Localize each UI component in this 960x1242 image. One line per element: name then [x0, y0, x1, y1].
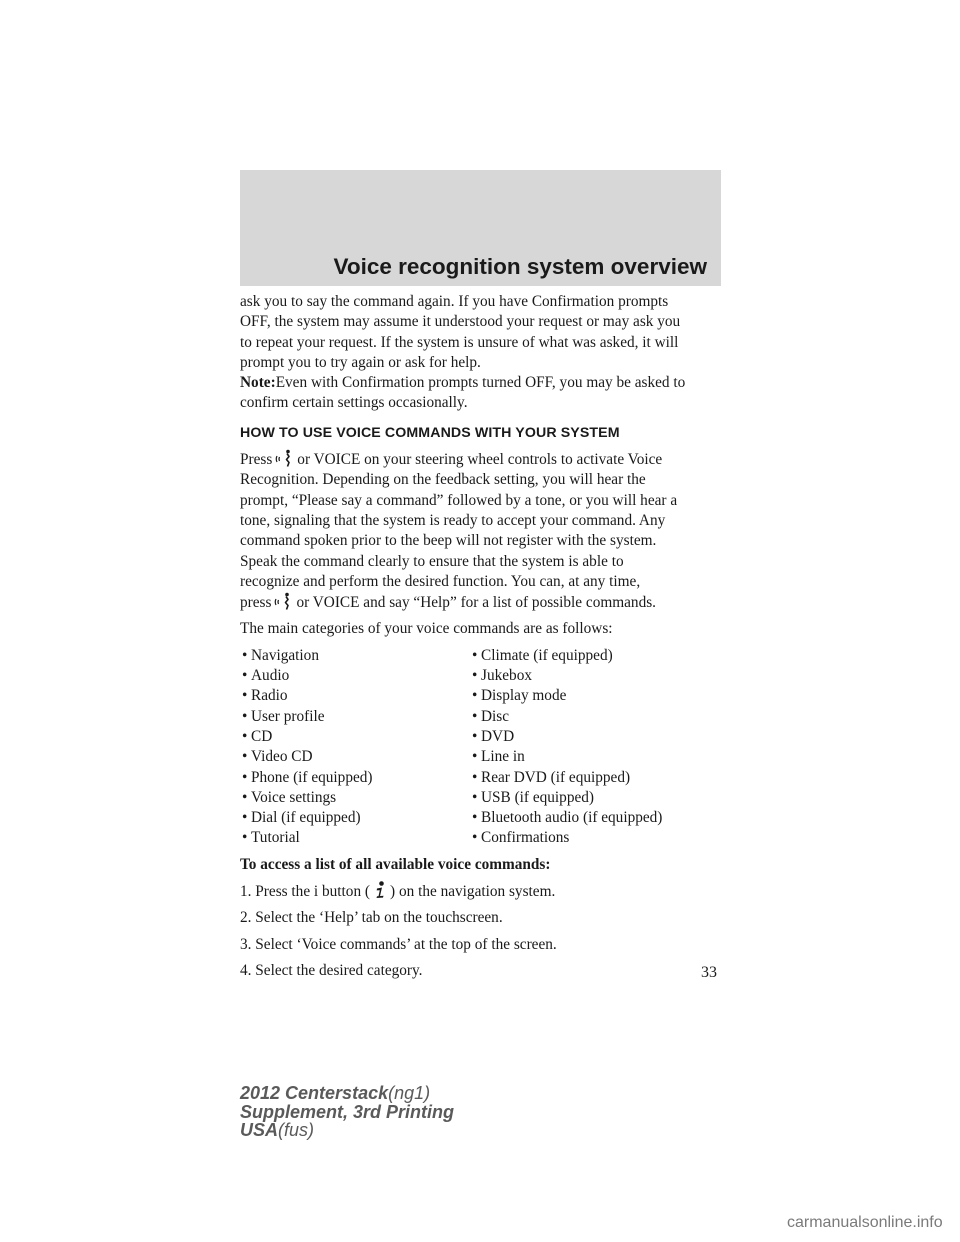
- text-line: [240, 592, 725, 613]
- note-line: [240, 373, 725, 393]
- bullet: •: [242, 667, 248, 685]
- page-content: [240, 292, 725, 987]
- step-text: ) on the navigation system.: [390, 883, 556, 901]
- text-fragment: or VOICE on your steering wheel controls to activate Voice: [297, 451, 663, 469]
- bullet: •: [472, 667, 478, 685]
- bullet: •: [242, 809, 248, 827]
- list-item: [472, 788, 727, 808]
- list-item-label: User profile: [251, 707, 325, 725]
- list-item-label: Line in: [481, 748, 525, 766]
- list-item: [472, 707, 727, 727]
- list-item: [242, 707, 472, 727]
- bullet: •: [242, 788, 248, 806]
- list-item-label: Radio: [251, 687, 288, 705]
- bullet: •: [242, 727, 248, 745]
- bullet: •: [472, 687, 478, 705]
- access-steps: [240, 881, 725, 981]
- list-item: [242, 788, 472, 808]
- voice-instructions: [240, 449, 725, 613]
- bullet: •: [242, 829, 248, 847]
- list-item: [242, 727, 472, 747]
- list-item-label: Disc: [481, 707, 510, 725]
- list-item-label: Navigation: [251, 646, 319, 664]
- intro-paragraph: [240, 292, 725, 414]
- step-item: [240, 881, 725, 902]
- text-line: prompt, “Please say a command” followed by a tone, or you will hear a: [240, 491, 678, 509]
- bullet: •: [472, 748, 478, 766]
- bullet: •: [242, 768, 248, 786]
- list-item: [472, 747, 727, 767]
- list-item: [242, 686, 472, 706]
- list-item-label: Video CD: [251, 748, 313, 766]
- bullet: •: [472, 646, 478, 664]
- voice-icon: [275, 449, 295, 467]
- list-item: [242, 808, 472, 828]
- text-line: prompt you to try again or ask for help.: [240, 353, 481, 371]
- list-item-label: CD: [251, 727, 273, 745]
- access-heading: To access a list of all available voice commands:: [240, 855, 551, 873]
- bullet: •: [242, 748, 248, 766]
- list-item-label: Jukebox: [481, 667, 532, 685]
- list-item-label: Phone (if equipped): [251, 768, 373, 786]
- list-item-label: Tutorial: [251, 829, 300, 847]
- list-item-label: DVD: [481, 727, 515, 745]
- bullet: •: [472, 707, 478, 725]
- section-heading: HOW TO USE VOICE COMMANDS WITH YOUR SYSTEM: [240, 424, 620, 441]
- footer-text: 2012 Centerstack: [240, 1083, 389, 1103]
- bullet: •: [472, 809, 478, 827]
- footer-code: (fus): [278, 1120, 315, 1140]
- press-label: press: [240, 594, 272, 612]
- footer-line: [240, 1121, 454, 1140]
- footer-line: Supplement, 3rd Printing: [240, 1101, 455, 1122]
- list-item: [242, 828, 472, 848]
- bullet: •: [242, 687, 248, 705]
- list-item-label: Rear DVD (if equipped): [481, 768, 631, 786]
- bullet: •: [472, 829, 478, 847]
- text-line: recognize and perform the desired function. You can, at any time,: [240, 572, 641, 590]
- list-item-label: Voice settings: [251, 788, 337, 806]
- text-line: [240, 449, 725, 470]
- bullet: •: [472, 788, 478, 806]
- step-item: 2. Select the ‘Help’ tab on the touchscreen.: [240, 909, 503, 927]
- bullet: •: [242, 707, 248, 725]
- press-label: Press: [240, 451, 273, 469]
- footer-line: [240, 1084, 454, 1103]
- text-line: confirm certain settings occasionally.: [240, 394, 468, 412]
- step-item: 3. Select ‘Voice commands’ at the top of the screen.: [240, 935, 557, 953]
- text-line: command spoken prior to the beep will not register with the system.: [240, 532, 657, 550]
- list-item: [242, 646, 472, 666]
- page-number: 33: [701, 964, 717, 981]
- list-item-label: Audio: [251, 667, 290, 685]
- categories-intro: The main categories of your voice commands are as follows:: [240, 620, 613, 638]
- watermark: carmanualsonline.info: [787, 1214, 943, 1231]
- list-item-label: Confirmations: [481, 829, 570, 847]
- list-item-label: USB (if equipped): [481, 788, 595, 806]
- bullet: •: [242, 646, 248, 664]
- info-icon: [372, 881, 388, 899]
- list-item: [472, 646, 727, 666]
- list-item: [472, 666, 727, 686]
- category-list: [242, 646, 725, 849]
- bullet: •: [472, 727, 478, 745]
- list-item: [472, 808, 727, 828]
- list-item: [472, 686, 727, 706]
- bullet: •: [472, 768, 478, 786]
- print-footer: [240, 1084, 454, 1140]
- footer-code: (ng1): [388, 1083, 431, 1103]
- text-line: Speak the command clearly to ensure that the system is able to: [240, 552, 624, 570]
- list-item-label: Bluetooth audio (if equipped): [481, 809, 663, 827]
- step-text: 1. Press the i button (: [240, 883, 371, 901]
- text-line: tone, signaling that the system is ready to accept your command. Any: [240, 511, 666, 529]
- voice-icon: [274, 592, 294, 610]
- list-item: [472, 727, 727, 747]
- list-item: [242, 768, 472, 788]
- text-line: ask you to say the command again. If you have Confirmation prompts: [240, 293, 669, 310]
- text-line: to repeat your request. If the system is unsure of what was asked, it will: [240, 333, 679, 351]
- list-item: [242, 747, 472, 767]
- footer-text: USA: [240, 1120, 279, 1140]
- list-item-label: Climate (if equipped): [481, 646, 613, 664]
- section-title: Voice recognition system overview: [333, 254, 707, 279]
- note-label: Note:: [240, 374, 276, 392]
- text-line: OFF, the system may assume it understood your request or may ask you: [240, 313, 681, 331]
- list-item-label: Display mode: [481, 687, 567, 705]
- text-line: Recognition. Depending on the feedback setting, you will hear the: [240, 471, 646, 489]
- list-item: [472, 828, 727, 848]
- list-item: [242, 666, 472, 686]
- text-fragment: or VOICE and say “Help” for a list of possible commands.: [296, 594, 656, 612]
- list-item: [472, 768, 727, 788]
- step-item: 4. Select the desired category.: [240, 961, 423, 979]
- list-item-label: Dial (if equipped): [251, 809, 361, 827]
- section-header-band: [240, 170, 721, 286]
- note-text: Even with Confirmation prompts turned OFF, you may be asked to: [275, 374, 686, 392]
